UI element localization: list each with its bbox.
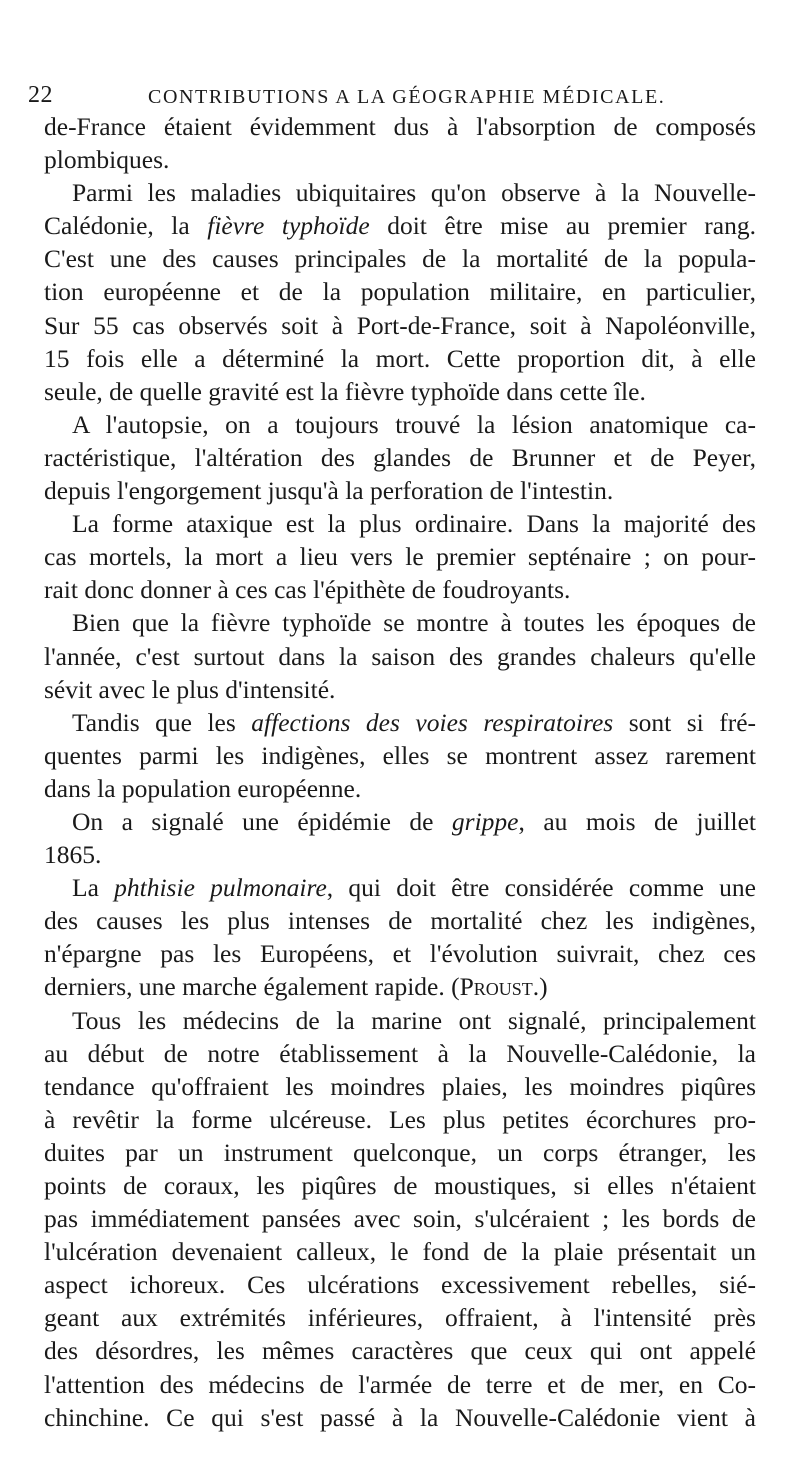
text-line: La forme ataxique est la plus ordinaire. Dans la majorité des [72, 509, 756, 539]
text-line: aspect ichoreux. Ces ulcérations excessivement rebelles, sié- [44, 1270, 756, 1300]
text-line: 1865. [44, 840, 102, 870]
text-line: de-France étaient évidemment dus à l'absorption de composés [44, 112, 756, 141]
running-title: CONTRIBUTIONS A LA GÉOGRAPHIE MÉDICALE. [148, 86, 666, 108]
text-line: l'année, c'est surtout dans la saison des grandes chaleurs qu'elle [44, 641, 756, 671]
text-line: points de coraux, les piqûres de moustiques, si elles n'étaient [44, 1171, 756, 1200]
body-text [44, 110, 756, 1434]
text-line: derniers, une marche également rapide. (Proust.) [44, 972, 548, 1002]
text-line: plombiques. [44, 145, 170, 175]
text-line: l'attention des médecins de l'armée de terre et de mer, en Co- [44, 1369, 756, 1399]
text-line: Tandis que les affections des voies respiratoires sont si fré- [72, 707, 756, 737]
text-line: quentes parmi les indigènes, elles se montrent assez rarement [44, 740, 756, 770]
text-line: Calédonie, la fièvre typhoïde doit être mise au premier rang. [44, 211, 756, 241]
text-line: n'épargne pas les Européens, et l'évolution suivrait, chez ces [44, 939, 756, 969]
text-line: pas immédiatement pansées avec soin, s'ulcéraient ; les bords de [44, 1204, 756, 1234]
text-line: sévit avec le plus d'intensité. [44, 674, 336, 704]
text-line: Tous les médecins de la marine ont signalé, principalement [72, 1005, 756, 1035]
text-line: des causes les plus intenses de mortalité chez les indigènes, [44, 906, 756, 936]
text-line: des désordres, les mêmes caractères que ceux qui ont appelé [44, 1336, 756, 1366]
text-line: tendance qu'offraient les moindres plaies, les moindres piqûres [44, 1071, 756, 1101]
text-line: au début de notre établissement à la Nouvelle-Calédonie, la [44, 1038, 756, 1068]
text-line: Bien que la fièvre typhoïde se montre à toutes les époques de [72, 608, 756, 638]
text-line: tion européenne et de la population militaire, en particulier, [44, 277, 756, 307]
text-line: à revêtir la forme ulcéreuse. Les plus petites écorchures pro- [44, 1104, 756, 1134]
text-line: seule, de quelle gravité est la fièvre typhoïde dans cette île. [44, 376, 646, 406]
page-number: 22 [28, 82, 53, 108]
page-header [28, 78, 766, 114]
text-line: On a signalé une épidémie de grippe, au mois de juillet [72, 806, 756, 836]
text-line: ractéristique, l'altération des glandes de Brunner et de Peyer, [44, 442, 756, 472]
text-line: cas mortels, la mort a lieu vers le premier septénaire ; on pour- [44, 542, 756, 572]
text-line: dans la population européenne. [44, 773, 362, 803]
text-line: Parmi les maladies ubiquitaires qu'on observe à la Nouvelle- [72, 178, 756, 208]
text-line: geant aux extrémités inférieures, offraient, à l'intensité près [44, 1303, 756, 1333]
text-line: La phthisie pulmonaire, qui doit être considérée comme une [72, 873, 756, 903]
text-line: 15 fois elle a déterminé la mort. Cette proportion dit, à elle [44, 343, 756, 373]
text-line: chinchine. Ce qui s'est passé à la Nouvelle-Calédonie vient à [44, 1402, 756, 1432]
text-line: depuis l'engorgement jusqu'à la perforation de l'intestin. [44, 476, 614, 506]
text-line: C'est une des causes principales de la mortalité de la popula- [44, 244, 756, 274]
text-line: l'ulcération devenaient calleux, le fond de la plaie présentait un [44, 1237, 756, 1267]
text-line: rait donc donner à ces cas l'épithète de foudroyants. [44, 575, 571, 605]
text-line: A l'autopsie, on a toujours trouvé la lésion anatomique ca- [72, 409, 756, 439]
text-line: Sur 55 cas observés soit à Port-de-France, soit à Napoléonville, [44, 310, 756, 340]
text-line: duites par un instrument quelconque, un corps étranger, les [44, 1137, 756, 1167]
